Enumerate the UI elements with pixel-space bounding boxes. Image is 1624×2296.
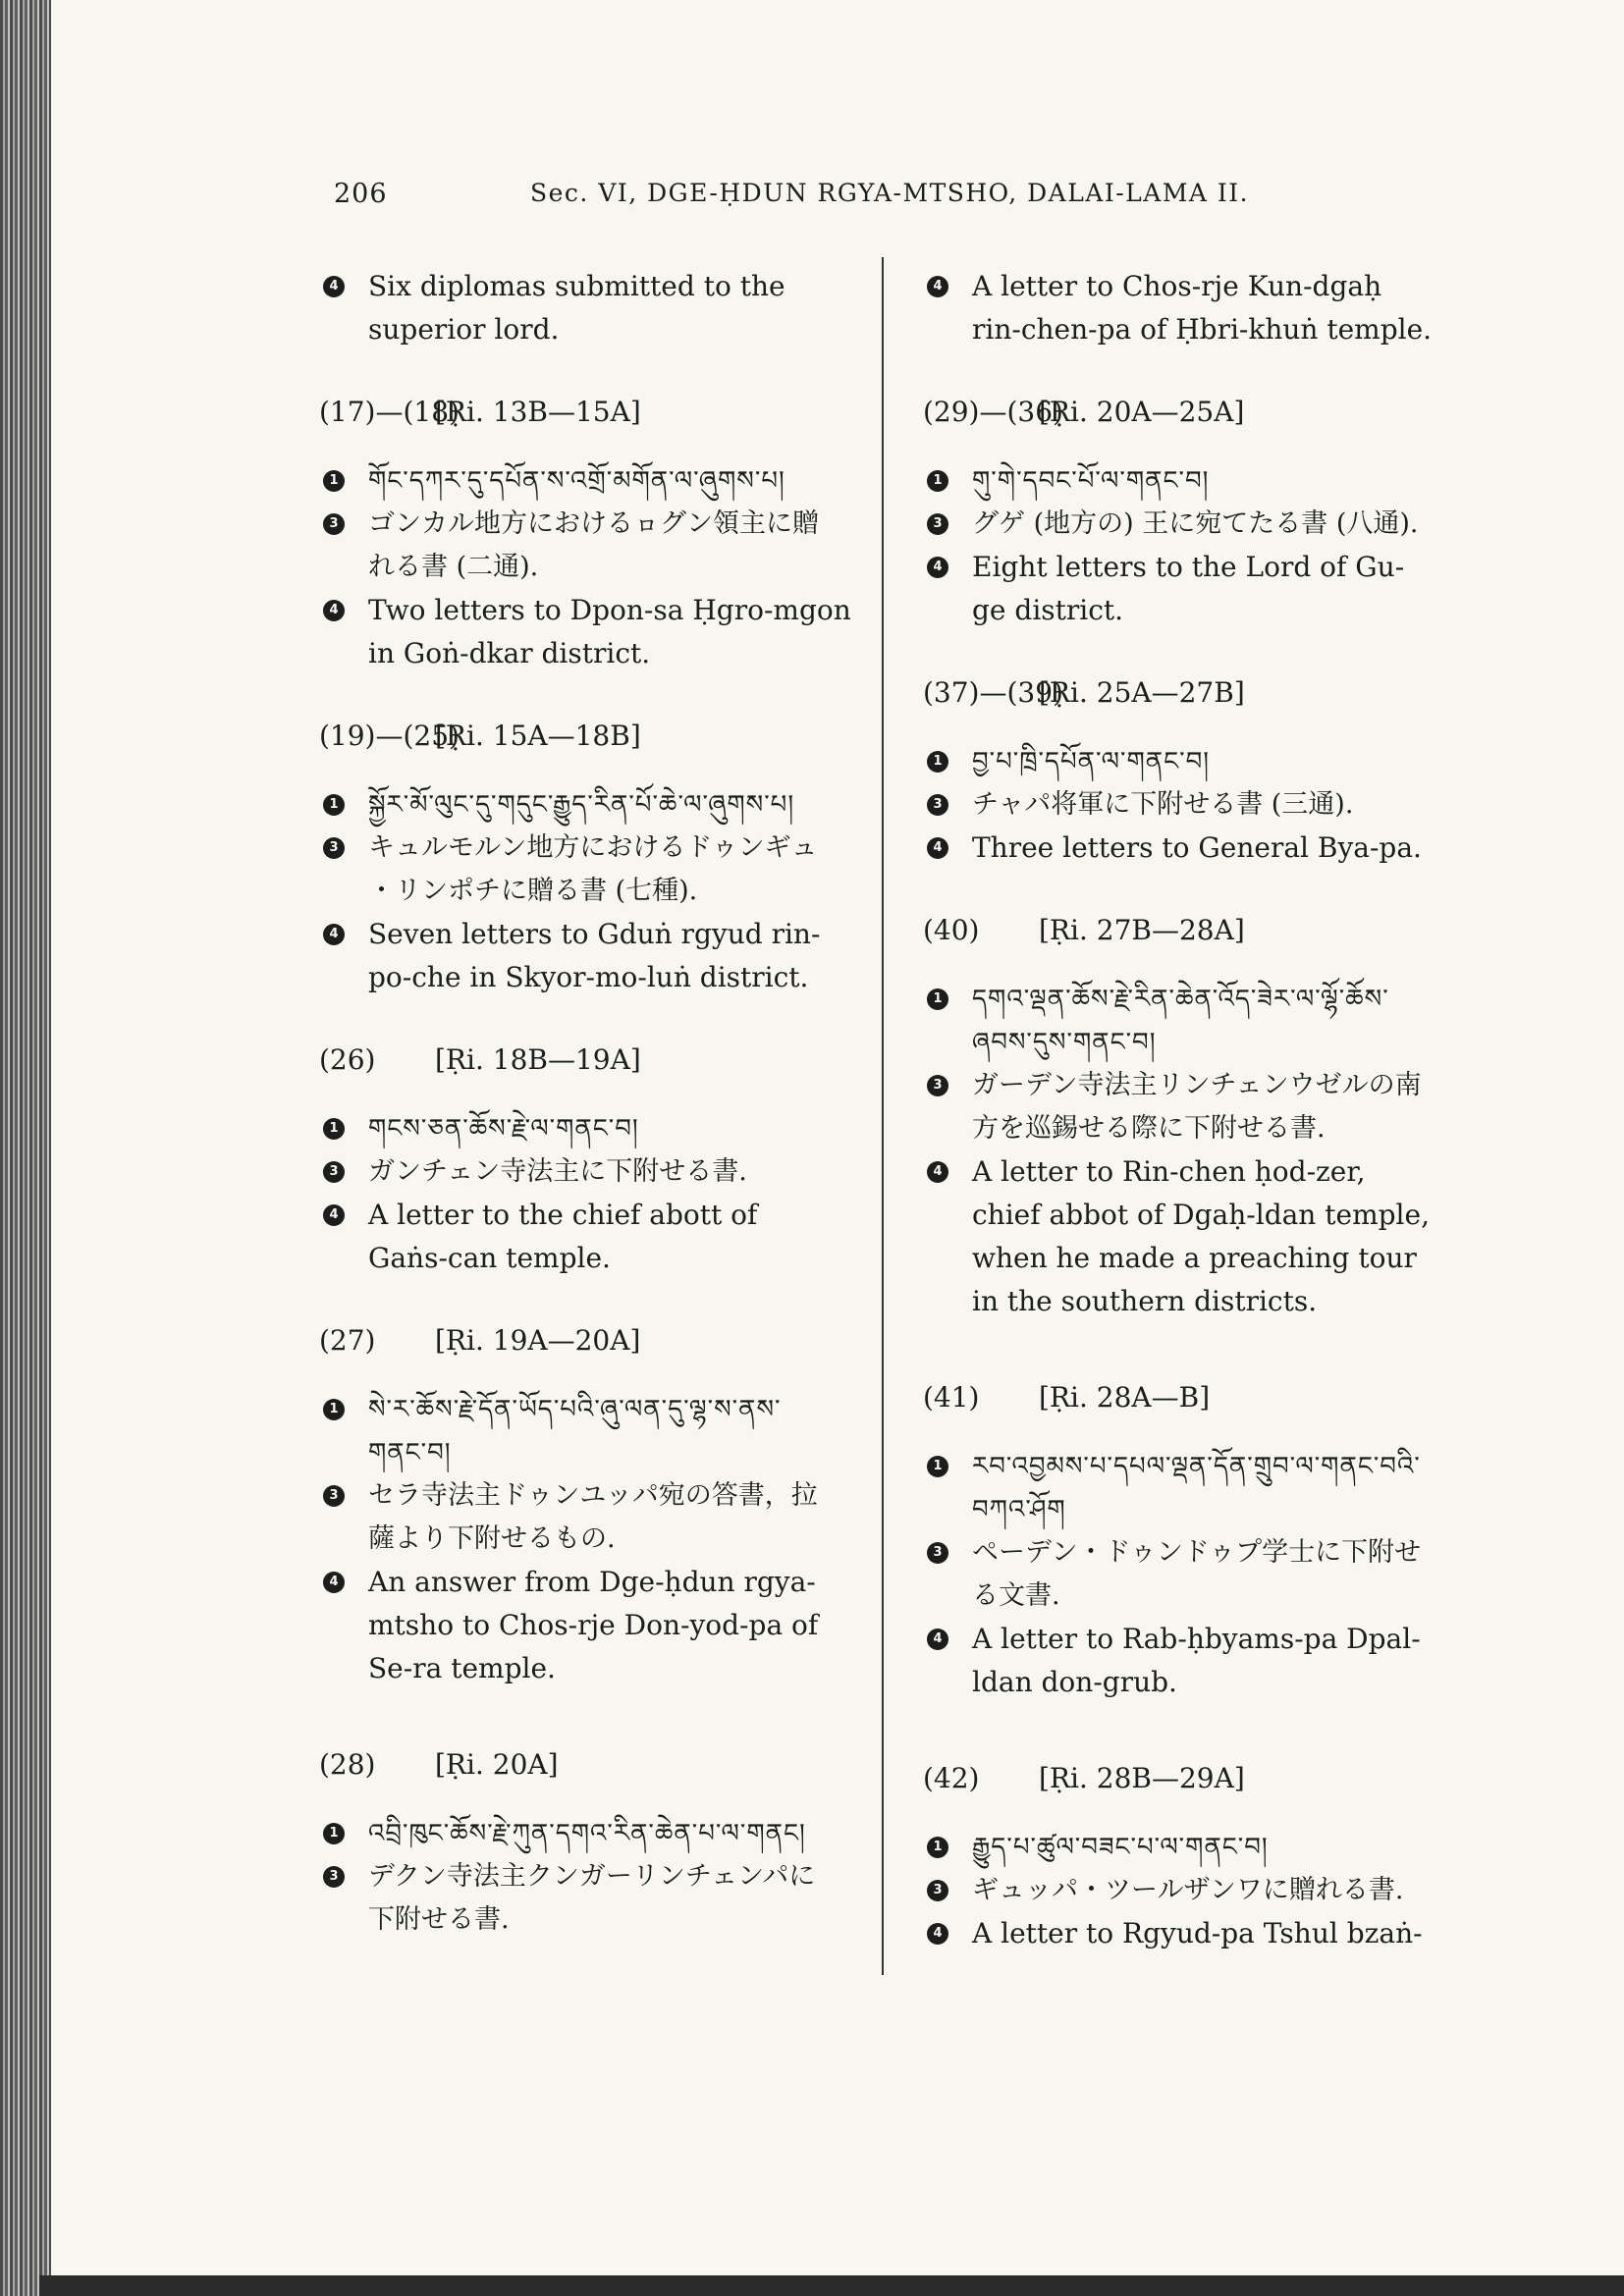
japanese-marker-icon: 3	[927, 1542, 948, 1564]
tibetan-marker-icon: 1	[323, 794, 345, 816]
tibetan-title: 1 གངས་ཅན་ཆོས་རྗེ་ལ་གནང་བ།	[319, 1107, 869, 1150]
english-title: po-che in Skyor-mo-luṅ district.	[368, 961, 809, 993]
entry-heading: (37)—(39) [Ṛi. 25A—27B]	[923, 676, 1245, 709]
japanese-marker-icon: 3	[323, 513, 345, 535]
english-marker-icon: 4	[927, 837, 948, 859]
tibetan-title: 1 བྱ་པ་ཁྲི་དཔོན་ལ་གནང་བ།	[923, 740, 1473, 783]
english-title: ge district.	[972, 594, 1124, 626]
entry-line: 4 Six diplomas submitted to the	[319, 265, 869, 308]
running-head: Sec. VI, DGE-ḤDUN RGYA-MTSHO, DALAI-LAMA II.	[530, 179, 1250, 207]
entry-heading: (19)—(25) [Ṛi. 15A—18B]	[319, 720, 641, 752]
english-title: 4 A letter to the chief abott of	[319, 1194, 869, 1237]
japanese-marker-icon: 3	[927, 513, 948, 535]
japanese-marker-icon: 3	[323, 1161, 345, 1183]
english-title: Se-ra temple.	[368, 1652, 556, 1684]
entry-heading: (29)—(36) [Ṛi. 20A—25A]	[923, 396, 1245, 428]
japanese-marker-icon: 3	[323, 1485, 345, 1507]
tibetan-title: ཞབས་དུས་གནང་བ།	[972, 1028, 1157, 1057]
tibetan-marker-icon: 1	[323, 1118, 345, 1140]
entry-heading: (17)—(18) [Ṛi. 13B—15A]	[319, 396, 641, 428]
page-bottom-edge	[39, 2275, 1624, 2296]
english-title: in Goṅ-dkar district.	[368, 637, 651, 669]
english-marker-icon: 4	[927, 1923, 948, 1945]
right-column	[923, 265, 1473, 1955]
tibetan-title: 1 རྒྱུད་པ་ཚུལ་བཟང་པ་ལ་གནང་བ།	[923, 1826, 1473, 1869]
tibetan-marker-icon: 1	[927, 988, 948, 1010]
tibetan-marker-icon: 1	[927, 1837, 948, 1858]
tibetan-marker-icon: 1	[927, 470, 948, 492]
english-title: in the southern districts.	[972, 1285, 1318, 1317]
japanese-title: 3 キュルモルン地方におけるドゥンギュ	[319, 827, 869, 870]
entry-heading: (41) [Ṛi. 28A—B]	[923, 1381, 1211, 1414]
entry-heading: (42) [Ṛi. 28B—29A]	[923, 1762, 1245, 1794]
english-title: Gaṅs-can temple.	[368, 1242, 611, 1274]
japanese-title: 3 ペーデン・ドゥンドゥプ学士に下附せ	[923, 1531, 1473, 1575]
japanese-title: 3 セラ寺法主ドゥンユッパ宛の答書，拉	[319, 1474, 869, 1518]
english-title: 4 A letter to Rin-chen ḥod-zer,	[923, 1150, 1473, 1194]
english-title: 4 Two letters to Dpon-sa Ḥgro-mgon	[319, 589, 869, 632]
japanese-title: 方を巡錫せる際に下附せる書.	[972, 1113, 1326, 1144]
english-marker-icon: 4	[927, 557, 948, 578]
entry-heading: (40) [Ṛi. 27B—28A]	[923, 914, 1245, 946]
english-marker-icon: 4	[927, 276, 948, 297]
japanese-title: 3 ギュッパ・ツールザンワに贈れる書.	[923, 1869, 1473, 1912]
english-title: 4 An answer from Dge-ḥdun rgya-	[319, 1561, 869, 1604]
entry-line: 4 A letter to Chos-rje Kun-dgaḥ	[923, 265, 1473, 308]
entry-line: rin-chen-pa of Ḥbri-khuṅ temple.	[972, 313, 1433, 346]
tibetan-title: གནང་བ།	[368, 1438, 452, 1468]
english-title: 4 A letter to Rgyud-pa Tshul bzaṅ-	[923, 1912, 1473, 1955]
english-title: 4 Three letters to General Bya-pa.	[923, 827, 1473, 870]
tibetan-title: བཀའ་ཤོག	[972, 1495, 1066, 1524]
japanese-title: 3 ガーデン寺法主リンチェンウゼルの南	[923, 1064, 1473, 1107]
tibetan-title: 1 རབ་འབྱམས་པ་དཔལ་ལྡན་དོན་གྲུབ་ལ་གནང་བའི་	[923, 1445, 1473, 1488]
page-number: 206	[334, 179, 388, 209]
book-binding-edge	[0, 0, 51, 2296]
japanese-title: 下附せる書.	[368, 1904, 510, 1935]
left-column	[319, 265, 869, 1942]
japanese-marker-icon: 3	[323, 1866, 345, 1888]
entry-line: superior lord.	[368, 313, 560, 346]
english-marker-icon: 4	[927, 1161, 948, 1183]
tibetan-title: 1 གོང་དཀར་དུ་དཔོན་ས་འགྲོ་མགོན་ལ་ཞུགས་པ།	[319, 459, 869, 503]
english-title: when he made a preaching tour	[972, 1242, 1417, 1274]
japanese-marker-icon: 3	[927, 1880, 948, 1901]
english-title: mtsho to Chos-rje Don-yod-pa of	[368, 1609, 819, 1641]
column-divider	[882, 257, 884, 1975]
tibetan-marker-icon: 1	[323, 1823, 345, 1844]
tibetan-title: 1 གུ་གེ་དབང་པོ་ལ་གནང་བ།	[923, 459, 1473, 503]
japanese-title: 薩より下附せるもの.	[368, 1523, 616, 1554]
english-marker-icon: 4	[927, 1629, 948, 1650]
tibetan-marker-icon: 1	[927, 1456, 948, 1477]
english-marker-icon: 4	[323, 1572, 345, 1593]
japanese-title: 3 グゲ (地方の) 王に宛てたる書 (八通).	[923, 503, 1473, 546]
tibetan-marker-icon: 1	[323, 1399, 345, 1420]
japanese-marker-icon: 3	[323, 837, 345, 859]
entry-heading: (27) [Ṛi. 19A—20A]	[319, 1324, 641, 1357]
japanese-title: ・リンポチに贈る書 (七種).	[368, 876, 698, 906]
entry-heading: (28) [Ṛi. 20A]	[319, 1748, 559, 1781]
english-title: 4 Seven letters to Gduṅ rgyud rin-	[319, 913, 869, 956]
japanese-title: 3 チャパ将軍に下附せる書 (三通).	[923, 783, 1473, 827]
english-marker-icon: 4	[323, 1204, 345, 1226]
japanese-title: る文書.	[972, 1580, 1060, 1611]
english-marker-icon: 4	[323, 924, 345, 945]
japanese-marker-icon: 3	[927, 1075, 948, 1096]
japanese-marker-icon: 3	[927, 794, 948, 816]
english-title: 4 Eight letters to the Lord of Gu-	[923, 546, 1473, 589]
english-marker-icon: 4	[323, 276, 345, 297]
japanese-title: 3 ゴンカル地方におけるㇿグン領主に贈	[319, 503, 869, 546]
tibetan-title: 1 འབྲི་ཁུང་ཆོས་རྗེ་ཀུན་དགའ་རིན་ཆེན་པ་ལ་གནང།	[319, 1812, 869, 1855]
english-marker-icon: 4	[323, 600, 345, 621]
tibetan-marker-icon: 1	[927, 751, 948, 773]
english-title: 4 A letter to Rab-ḥbyams-pa Dpal-	[923, 1618, 1473, 1661]
tibetan-title: 1 སྐྱོར་མོ་ལུང་དུ་གདུང་རྒྱུད་རིན་པོ་ཆེ་ལ་ཞུགས་པ།	[319, 783, 869, 827]
english-title: ldan don-grub.	[972, 1666, 1177, 1698]
japanese-title: れる書 (二通).	[368, 552, 539, 582]
japanese-title: 3 ガンチェン寺法主に下附せる書.	[319, 1150, 869, 1194]
japanese-title: 3 デクン寺法主クンガーリンチェンパに	[319, 1855, 869, 1898]
page-header	[334, 167, 1414, 216]
tibetan-title: 1 སེ་ར་ཆོས་རྗེ་དོན་ཡོད་པའི་ཞུ་ལན་དུ་ལྷ་ས་ནས་	[319, 1388, 869, 1431]
entry-heading: (26) [Ṛi. 18B—19A]	[319, 1043, 641, 1076]
english-title: chief abbot of Dgaḥ-ldan temple,	[972, 1199, 1430, 1231]
tibetan-title: 1 དགའ་ལྡན་ཆོས་རྗེ་རིན་ཆེན་འོད་ཟེར་ལ་ལྷོ་ཆོས་	[923, 978, 1473, 1021]
tibetan-marker-icon: 1	[323, 470, 345, 492]
